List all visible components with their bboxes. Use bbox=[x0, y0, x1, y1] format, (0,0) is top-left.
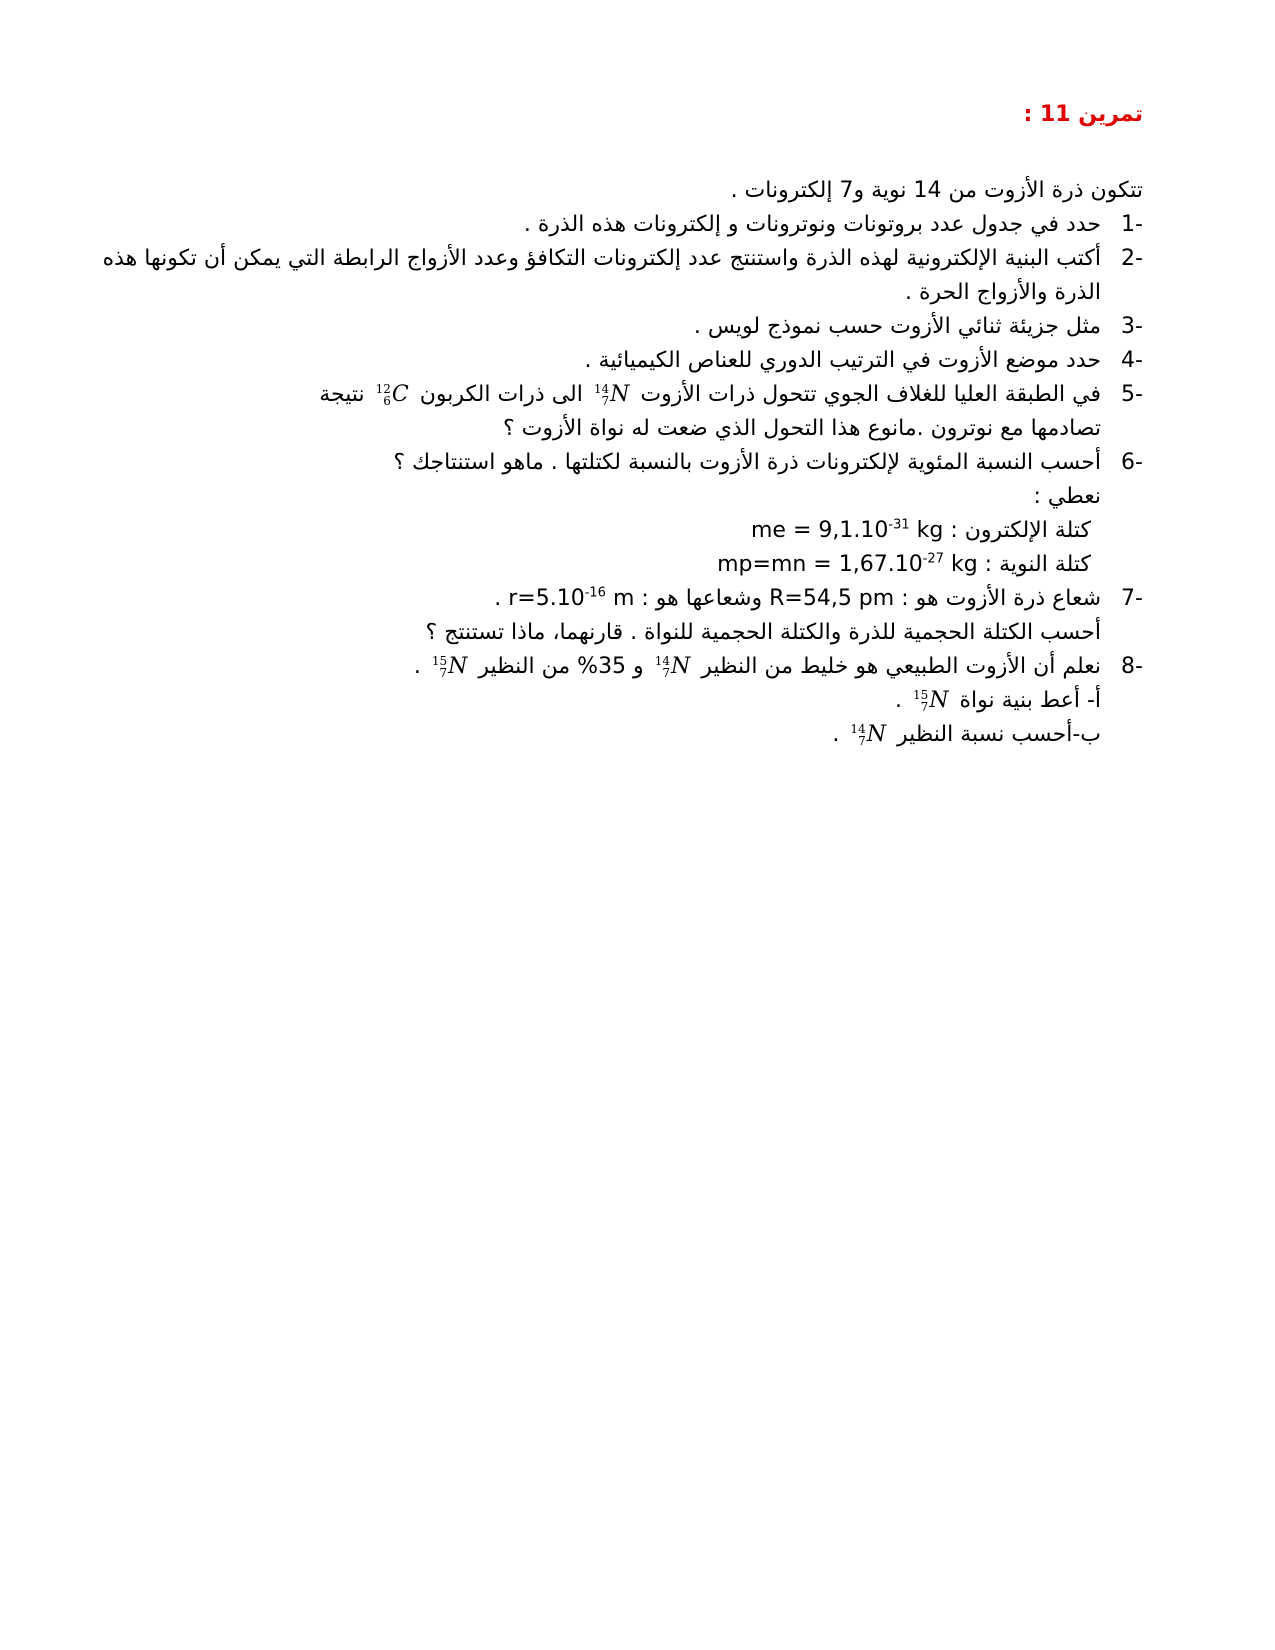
question-number: -7 bbox=[1121, 586, 1143, 611]
element-symbol: N bbox=[866, 722, 886, 747]
question-text: مثل جزيئة ثنائي الأزوت حسب نموذج لويس . bbox=[693, 314, 1101, 339]
isotope-nitrogen-14 bbox=[655, 650, 691, 684]
isotope-carbon-12 bbox=[376, 378, 409, 412]
question-list bbox=[68, 208, 1143, 752]
question-1 bbox=[68, 208, 1143, 242]
electron-mass-label: كتلة الإلكترون : bbox=[950, 518, 1091, 543]
question-number: -1 bbox=[1121, 212, 1143, 237]
question-6 bbox=[68, 446, 1143, 582]
question-text: نتيجة bbox=[319, 382, 365, 407]
question-4 bbox=[68, 344, 1143, 378]
electron-mass-value: me = $9,1.10^{-31}$ kg bbox=[751, 517, 944, 543]
question-text: أحسب الكتلة الحجمية للذرة والكتلة الحجمية للنواة . قارنهما، ماذا تستنتج ؟ bbox=[425, 620, 1101, 645]
question-number: -6 bbox=[1121, 450, 1143, 475]
sub-question-text: أحسب نسبة النظير bbox=[896, 722, 1073, 747]
question-text: . bbox=[413, 654, 421, 679]
mass-number: 14 bbox=[593, 382, 610, 396]
sub-question-a bbox=[68, 684, 1101, 718]
intro-statement: تتكون ذرة الأزوت من 14 نوية و7 إلكترونات . bbox=[730, 178, 1143, 203]
atomic-number: 7 bbox=[662, 666, 670, 680]
question-text: وشعاعها هو : bbox=[641, 586, 763, 611]
atomic-number: 6 bbox=[383, 394, 391, 408]
mass-number: 15 bbox=[431, 654, 448, 668]
question-8 bbox=[68, 650, 1143, 752]
atom-radius-value: R=54,5 pm bbox=[769, 586, 895, 611]
question-number: -5 bbox=[1121, 382, 1143, 407]
sub-question-end: . bbox=[832, 722, 840, 747]
question-text: أكتب البنية الإلكترونية لهذه الذرة واستنتج عدد إلكترونات التكافؤ وعدد الأزواج الرابطة التي يمكن أن تكونها هذه الذرة والأزواج الحرة . bbox=[102, 246, 1101, 305]
isotope-nitrogen-14 bbox=[850, 718, 886, 752]
question-text: حدد موضع الأزوت في الترتيب الدوري للعناص الكيميائية . bbox=[584, 348, 1101, 373]
question-number: -2 bbox=[1121, 246, 1143, 271]
sub-question-b bbox=[68, 718, 1101, 752]
given-label: نعطي : bbox=[1033, 484, 1101, 509]
element-symbol: N bbox=[448, 654, 468, 679]
question-text-line bbox=[68, 582, 1101, 616]
element-symbol: C bbox=[391, 382, 409, 407]
isotope-nitrogen-14 bbox=[594, 378, 630, 412]
sub-question-label: أ- bbox=[1086, 688, 1101, 713]
question-3 bbox=[68, 310, 1143, 344]
question-number: -8 bbox=[1121, 654, 1143, 679]
isotope-nitrogen-15 bbox=[913, 684, 949, 718]
question-text: أحسب النسبة المئوية لإلكترونات ذرة الأزوت بالنسبة لكتلتها . ماهو استنتاجك ؟ bbox=[393, 450, 1101, 475]
question-number: -3 bbox=[1121, 314, 1143, 339]
question-text-line bbox=[68, 650, 1101, 684]
question-text: شعاع ذرة الأزوت هو : bbox=[901, 586, 1101, 611]
atomic-number: 7 bbox=[858, 734, 866, 748]
sub-question-label: ب- bbox=[1072, 722, 1101, 747]
question-text: نعلم أن الأزوت الطبيعي هو خليط من النظير bbox=[701, 654, 1101, 679]
question-text-line bbox=[68, 378, 1101, 412]
question-text: الى ذرات الكربون bbox=[419, 382, 583, 407]
isotope-nitrogen-15 bbox=[432, 650, 468, 684]
question-text: . bbox=[494, 586, 502, 611]
question-text: و 35% من النظير bbox=[478, 654, 644, 679]
atomic-number: 7 bbox=[439, 666, 448, 680]
mass-number: 14 bbox=[850, 722, 866, 736]
question-5 bbox=[68, 378, 1143, 446]
question-number: -4 bbox=[1121, 348, 1143, 373]
nucleon-mass-line bbox=[68, 548, 1101, 582]
element-symbol: N bbox=[610, 382, 630, 407]
question-text: تصادمها مع نوترون .مانوع هذا التحول الذي ضعت له نواة الأزوت ؟ bbox=[502, 416, 1101, 441]
question-text: حدد في جدول عدد بروتونات ونوترونات و إلكترونات هذه الذرة . bbox=[523, 212, 1101, 237]
nucleon-mass-value: $mp=mn = 1,67.10^{-27}$ kg bbox=[717, 551, 978, 577]
question-text: في الطبقة العليا للغلاف الجوي تتحول ذرات الأزوت bbox=[640, 382, 1101, 407]
mass-number: 15 bbox=[912, 688, 929, 702]
question-2 bbox=[68, 242, 1143, 310]
element-symbol: N bbox=[670, 654, 691, 679]
nucleon-mass-label: كتلة النوية : bbox=[984, 552, 1091, 577]
sub-question-text: أعط بنية نواة bbox=[959, 688, 1080, 713]
sub-question-end: . bbox=[894, 688, 902, 713]
mass-number: 14 bbox=[654, 654, 670, 668]
element-symbol: N bbox=[929, 688, 949, 713]
exercise-title: تمرين 11 : bbox=[1023, 102, 1143, 127]
question-7 bbox=[68, 582, 1143, 650]
atomic-number: 7 bbox=[920, 700, 929, 714]
atomic-number: 7 bbox=[601, 394, 610, 408]
mass-number: 12 bbox=[375, 382, 391, 396]
nucleus-radius-value: $r=5.10^{-16}$ m bbox=[508, 585, 635, 611]
electron-mass-line bbox=[68, 514, 1101, 548]
